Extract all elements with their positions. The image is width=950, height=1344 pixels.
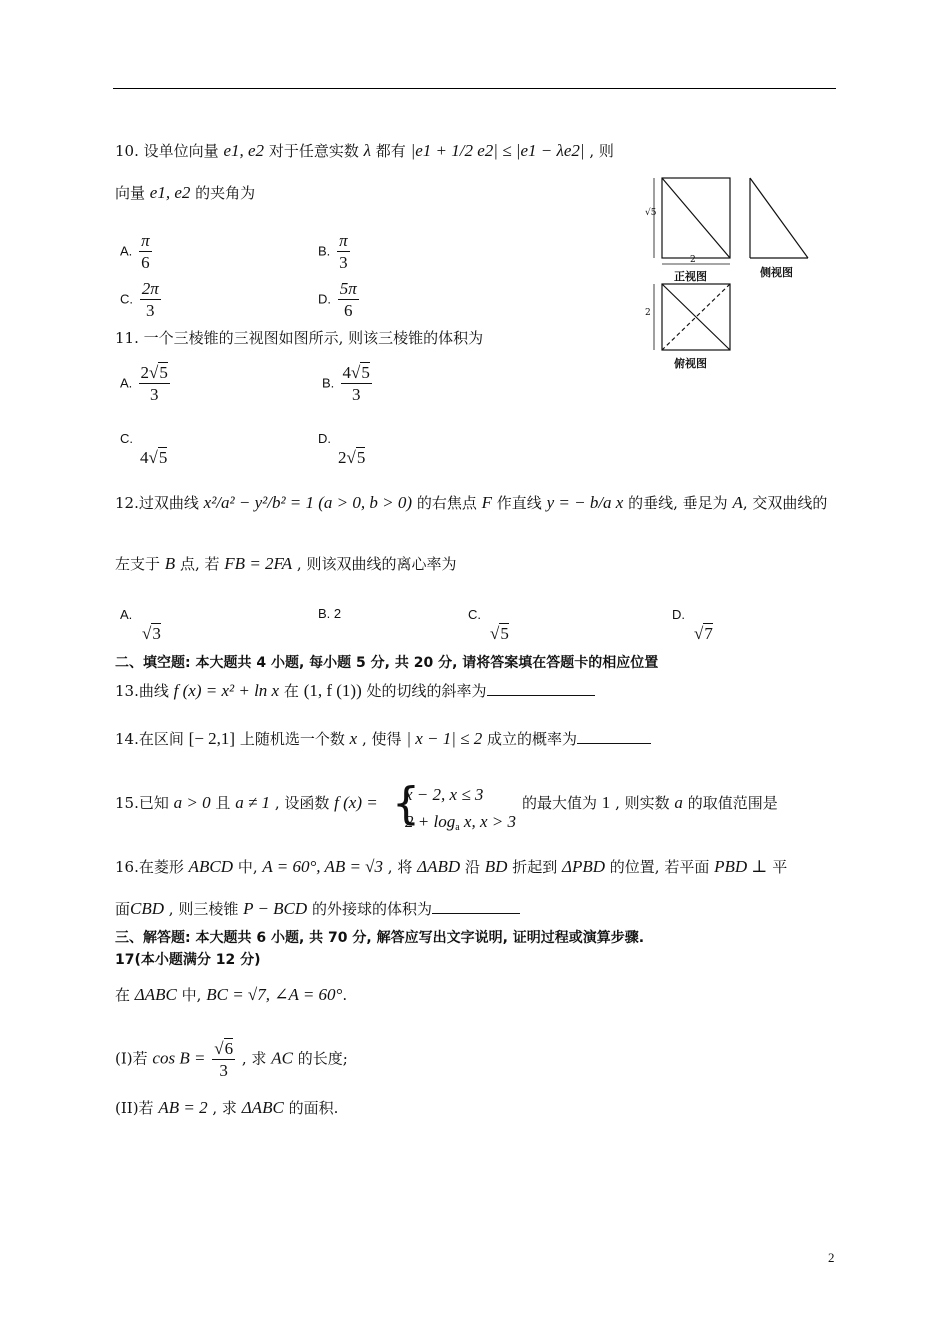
front-view xyxy=(654,178,730,264)
q12-line2: 左支于 B 点, 若 FB = 2FA , 则该双曲线的离心率为 xyxy=(115,554,457,573)
q10-number: 10. xyxy=(115,142,139,160)
q11-option-b: B. $\frac{4√5}{3}$ xyxy=(322,363,370,404)
q12-option-d: D. √7 xyxy=(672,607,713,643)
q11-option-d: D. 2√5 xyxy=(318,431,366,467)
q12-hyperbola: x²/a² − y²/b² = 1 (a > 0, b > 0) xyxy=(203,493,413,512)
q17-part1: (I)若 cos B = $\frac{√6}{3}$ , 求 AC 的长度; xyxy=(115,1039,348,1080)
q15-case1: x − 2, x ≤ 3 xyxy=(405,785,484,804)
q15-brace: { xyxy=(392,778,420,829)
top-side-label: 2 xyxy=(645,308,651,318)
q12-option-a: A. √3 xyxy=(120,607,161,643)
q14-answer-blank xyxy=(577,743,651,744)
section3-heading: 三、解答题: 本大题共 6 小题, 共 70 分, 解答应写出文字说明, 证明过程或演算步骤. xyxy=(115,930,645,946)
three-view-figure xyxy=(640,170,830,370)
q14: 14.在区间 [− 2,1] 上随机选一个数 x , 使得 | x − 1| ≤ 2 成立的概率为 xyxy=(115,728,651,749)
front-view-label: 正视图 xyxy=(674,270,707,283)
q10-option-a: A. $\frac{\pi}{6}$ xyxy=(120,231,150,272)
q13-answer-blank xyxy=(487,695,595,696)
side-view-label: 侧视图 xyxy=(760,266,793,279)
q15-case2: $2 + \log_a x$, x > 3 xyxy=(405,812,516,833)
top-view xyxy=(654,284,730,350)
q11-option-a: A. $\frac{2√5}{3}$ xyxy=(120,363,168,404)
q13: 13.曲线 f (x) = x² + ln x 在 (1, f (1)) 处的切线的斜率为 xyxy=(115,680,595,701)
top-view-label: 俯视图 xyxy=(674,357,707,370)
front-height-label: √5 xyxy=(645,208,657,218)
page-number: 2 xyxy=(828,1250,835,1265)
side-view xyxy=(750,178,808,258)
q16-line2: 面CBD , 则三棱锥 P − BCD 的外接球的体积为 xyxy=(115,898,520,919)
q10-inequality: |e1 + 1/2 e2| ≤ |e1 − λe2| xyxy=(410,141,585,160)
front-view-diagonal xyxy=(662,178,730,258)
q16-answer-blank xyxy=(432,913,520,914)
q17-heading: 17(本小题满分 12 分) xyxy=(115,952,261,968)
section2-heading: 二、填空题: 本大题共 4 小题, 每小题 5 分, 共 20 分, 请将答案填在答题卡的相应位置 xyxy=(115,655,659,671)
q15-tail: 的最大值为 1 , 则实数 a 的取值范围是 xyxy=(522,793,778,812)
q17-part2: (II)若 AB = 2 , 求 ΔABC 的面积. xyxy=(115,1098,339,1117)
q10-option-b: B. $\frac{\pi}{3}$ xyxy=(318,231,348,272)
header-rule xyxy=(113,88,836,89)
q10-line2: 向量 e1, e2 的夹角为 xyxy=(115,183,256,202)
q16-line1: 16.在菱形 ABCD 中, A = 60°, AB = √3 , 将 ΔABD 沿 BD 折起到 ΔPBD 的位置, 若平面 PBD ⊥ 平 xyxy=(115,857,788,876)
q11-stem: 11. 一个三棱锥的三视图如图所示, 则该三棱锥的体积为 xyxy=(115,329,484,347)
q12-option-b: B. 2 xyxy=(318,606,342,621)
q12-option-c: C. √5 xyxy=(468,607,509,643)
q10-line1: 10. 设单位向量 e1, e2 对于任意实数 λ 都有 |e1 + 1/2 e2| ≤ |e1 − λe2| , 则 xyxy=(115,141,614,160)
q12-line1: 12.过双曲线 x²/a² − y²/b² = 1 (a > 0, b > 0) 的右焦点 F 作直线 y = − b/a x 的垂线, 垂足为 A, 交双曲线的 xyxy=(115,493,828,512)
q17-given: 在 ΔABC 中, BC = √7, ∠A = 60°. xyxy=(115,985,348,1004)
front-width-label: 2 xyxy=(690,255,696,265)
q11-option-c: C. 4√5 xyxy=(120,431,168,467)
q10-option-c: C. $\frac{2\pi}{3}$ xyxy=(120,279,159,320)
q10-option-d: D. $\frac{5\pi}{6}$ xyxy=(318,279,357,320)
q15: 15.已知 a > 0 且 a ≠ 1 , 设函数 f (x) = xyxy=(115,793,378,812)
